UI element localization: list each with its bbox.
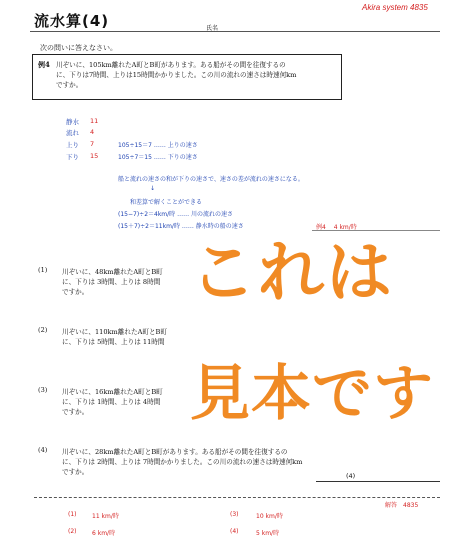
answer-key-divider [34,497,440,498]
question-number: (3) [38,386,48,394]
answer-number: (1) [68,511,77,518]
answer-value: 6 km/時 [92,530,116,537]
question-text-line: 川ぞいに、16km離れたA町とB町 [62,388,163,396]
question-text-line: 川ぞいに、28km離れたA町とB町があります。ある船がその間を往復するの [62,448,288,456]
worksheet-title: 流水算(4) [34,12,110,30]
example-answer: 例4 4 km/時 [316,224,357,231]
sample-watermark: これは [190,234,394,311]
question-number: (2) [38,326,48,334]
explanation-line: 船と流れの速さの和が下りの速さで、速さの差が流れの速さになる。 [118,176,304,183]
work-value-upstream: 7 [90,140,95,148]
example-text-line: ですか。 [56,81,83,89]
work-label-still-water: 静水 [66,118,79,126]
work-label-current: 流れ [66,129,79,137]
brand-label: Akira system 4835 [362,3,428,12]
question-text-line: 川ぞいに、48km離れたA町とB町 [62,268,163,276]
question-text-line: ですか。 [62,468,89,476]
down-arrow-icon: ↓ [150,185,156,192]
answer-number: (2) [68,528,77,535]
answer-value: 5 km/時 [256,530,280,537]
work-label-upstream: 上り [66,141,79,149]
example-text-line: 川ぞいに、105km離れたA町とB町があります。ある船がその間を往復するの [56,61,286,69]
question-text-line: 川ぞいに、110km離れたA町とB町 [62,328,167,336]
work-value-downstream: 15 [90,152,99,160]
name-label: 氏名 [206,25,219,32]
explanation-line: (15＋7)÷2＝11km/時 …… 静水時の船の速さ [118,223,244,230]
work-calc-upstream: 105÷15＝7 …… 上りの速さ [118,142,198,149]
question-text-line: に、下りは 5時間、上りは 11時間 [62,338,165,346]
explanation-line: 和差算で解くことができる [130,199,203,206]
example-text-line: に、下りは7時間、上りは15時間かかりました。この川の流れの速さは時速何km [56,71,297,79]
question-text-line: ですか。 [62,288,89,296]
answer-key-label: 解答 4835 [385,502,419,509]
answer-value: 11 km/時 [92,513,119,520]
question-text-line: ですか。 [62,408,89,416]
work-calc-downstream: 105÷7＝15 …… 下りの速さ [118,154,198,161]
answer-value: 10 km/時 [256,513,283,520]
question-number: (4) [38,446,48,454]
question-number: (1) [38,266,48,274]
work-label-downstream: 下り [66,153,79,161]
q4-answer-label: (4) [346,472,356,480]
instruction-text: 次の問いに答えなさい。 [40,44,117,52]
question-text-line: に、下りは 3時間、上りは 8時間 [62,278,161,286]
question-text-line: に、下りは 2時間、上りは 7時間かかりました。この川の流れの速さは時速何km [62,458,303,466]
work-value-still-water: 11 [90,117,99,125]
q4-answer-rule [316,481,440,482]
title-underline [30,31,440,32]
question-text-line: に、下りは 1時間、上りは 4時間 [62,398,161,406]
answer-number: (3) [230,511,239,518]
answer-number: (4) [230,528,239,535]
work-value-current: 4 [90,128,95,136]
explanation-line: (15−7)÷2＝4km/時 …… 川の流れの速さ [118,211,233,218]
example-label: 例4 [38,60,50,69]
example-answer-rule [312,230,440,231]
sample-watermark: 見本です [190,359,434,429]
